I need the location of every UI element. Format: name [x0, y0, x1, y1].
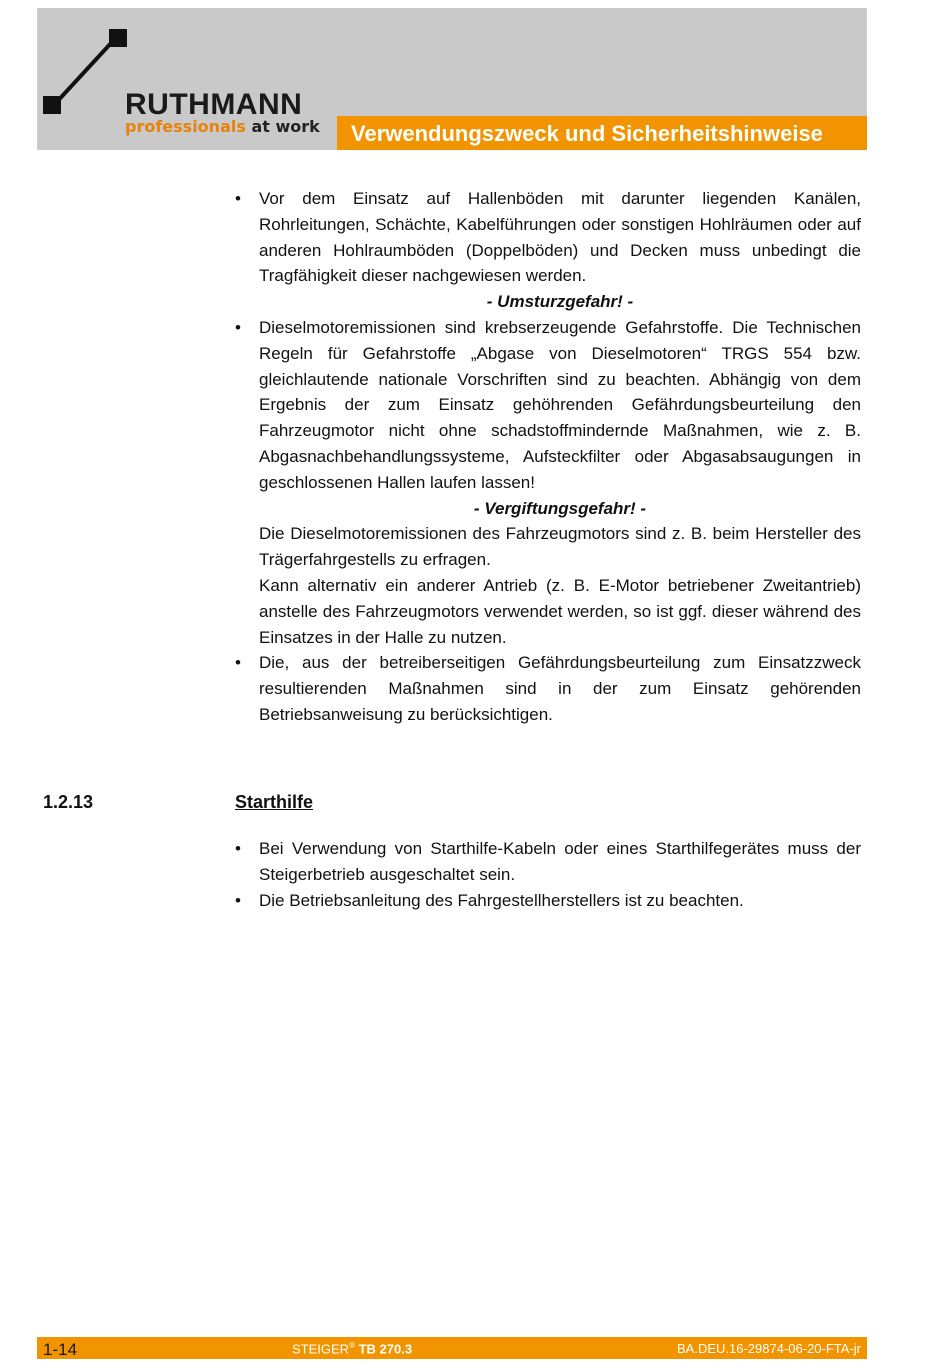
- bullet-icon: •: [235, 839, 241, 858]
- list-item: [235, 836, 861, 888]
- page-title: Verwendungszweck und Sicherheitshinweise: [351, 121, 823, 146]
- brand-tagline: [125, 117, 320, 136]
- bullet-icon: •: [235, 317, 241, 337]
- list-item: [235, 186, 861, 315]
- model-label: [292, 1341, 412, 1356]
- bullet-text: Die Betriebsanleitung des Fahrgestellherstellers ist zu beachten.: [259, 891, 744, 910]
- warning-tipping: - Umsturzgefahr! -: [486, 292, 634, 312]
- ruthmann-logo: [37, 8, 337, 150]
- bullet-text: Vor dem Einsatz auf Hallenböden mit darunter liegenden Kanälen, Rohrleitungen, Schächte, Kabelführungen oder sonstigen Hohlräumen oder auf anderen Hohlraumböden (Doppelböden) und Decken muss unbedingt die Tragfähigkeit dieser nachgewiesen werden.: [259, 189, 861, 286]
- brand-name: RUTHMANN: [125, 88, 303, 121]
- list-item: [235, 888, 861, 914]
- model-prefix: STEIGER: [292, 1341, 350, 1357]
- bullet-extra-text: Kann alternativ ein anderer Antrieb (z. B. E-Motor betriebener Zweitantrieb) anstelle des Fahrzeugmotors verwendet werden, so ist ggf. dieser während des Einsatzes in der Halle zu nutzen.: [259, 575, 861, 647]
- model-name: TB 270.3: [358, 1341, 413, 1357]
- bullet-text: Dieselmotoremissionen sind krebserzeugende Gefahrstoffe. Die Technischen Regeln für Gefahrstoffe „Abgase von Dieselmotoren“ TRGS 554 bzw. gleichlautende nationale Vorschriften sind zu beachten. Abhängig von dem Ergebnis der zum Einsatz gehöhrenden Gefährdungsbeurteilung den Fahrzeugmotor nicht ohne schadstoffmindernde Maßnahmen, wie z. B. Abgasnachbehandlungssysteme, Aufsteckfilter oder Abgasabsaugungen in geschlossenen Hallen laufen lassen!: [259, 317, 861, 492]
- bullet-icon: •: [235, 891, 241, 910]
- bullet-text: Bei Verwendung von Starthilfe-Kabeln oder eines Starthilfegerätes muss der Steigerbetrieb ausgeschaltet sein.: [259, 839, 861, 884]
- warning-poisoning: - Vergiftungsgefahr! -: [473, 498, 647, 518]
- bullet-list-general: [235, 186, 861, 728]
- section-number: 1.2.13: [43, 792, 94, 812]
- bullet-list-starthilfe: [235, 836, 861, 914]
- header-title-bar: [337, 116, 867, 150]
- main-content: [235, 186, 861, 728]
- bullet-extra-text: Die Dieselmotoremissionen des Fahrzeugmotors sind z. B. beim Hersteller des Trägerfahrgestells zu erfragen.: [259, 524, 861, 570]
- page-footer: [37, 1337, 867, 1359]
- list-item: [235, 315, 861, 650]
- section-content: [235, 836, 861, 914]
- brand-tagline-part-1: professionals: [125, 117, 246, 136]
- document-id: BA.DEU.16-29874-06-20-FTA-jr: [677, 1341, 861, 1356]
- list-item: [235, 650, 861, 727]
- page-number: 1-14: [43, 1340, 78, 1359]
- bullet-icon: •: [235, 653, 241, 673]
- section-title: Starthilfe: [235, 792, 314, 812]
- brand-tagline-part-2: at work: [251, 117, 320, 136]
- bullet-icon: •: [235, 189, 241, 208]
- registered-mark: ®: [349, 1341, 355, 1350]
- bullet-text: Die, aus der betreiberseitigen Gefährdungsbeurteilung zum Einsatzzweck resultierenden Maßnahmen sind in der zum Einsatz gehörenden Betriebsanweisung zu berücksichtigen.: [259, 653, 861, 724]
- page-header: [37, 8, 867, 150]
